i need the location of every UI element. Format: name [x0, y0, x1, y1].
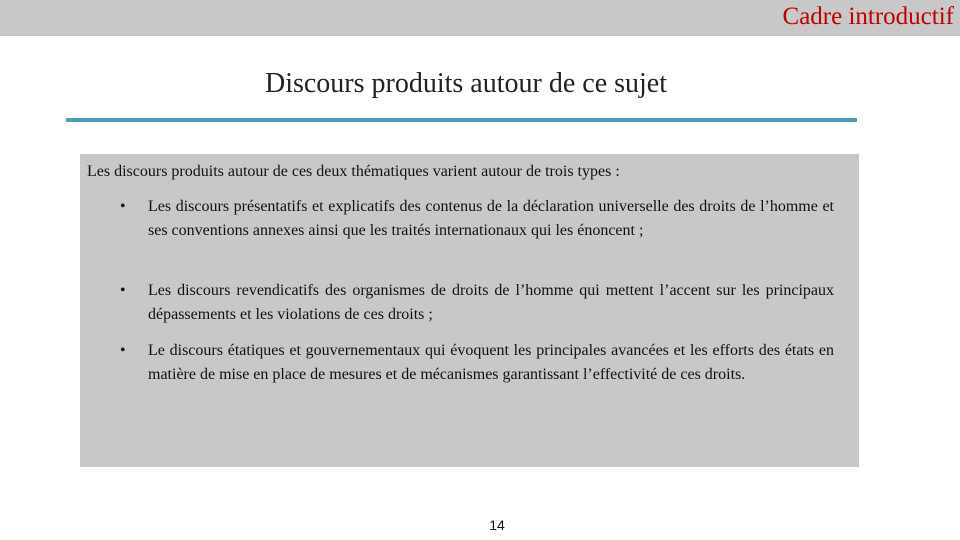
bullet-text: Les discours revendicatifs des organismes de droits de l’homme qui mettent l’accent sur les principaux dépassements et les violations de ces droits ;	[148, 282, 834, 323]
bullet-icon: •	[120, 198, 126, 215]
bullet-icon: •	[120, 342, 126, 359]
slide-title: Discours produits autour de ce sujet	[264, 68, 668, 99]
page-number: 14	[489, 517, 505, 533]
title-divider	[66, 118, 857, 122]
intro-text: Les discours produits autour de ces deux thématiques varient autour de trois types :	[87, 163, 620, 180]
content-box	[80, 154, 859, 467]
bullet-icon: •	[120, 282, 126, 299]
bullet-text: Le discours étatiques et gouvernementaux qui évoquent les principales avancées et les efforts des états en matière de mise en place de mesures et de mécanismes garantissant l’effectivité de ces droits.	[148, 342, 834, 383]
section-label: Cadre introductif	[782, 3, 954, 30]
bullet-text: Les discours présentatifs et explicatifs des contenus de la déclaration universelle des droits de l’homme et ses conventions annexes ainsi que les traités internationaux qui les énoncent ;	[148, 198, 834, 239]
header-bar	[0, 0, 960, 36]
